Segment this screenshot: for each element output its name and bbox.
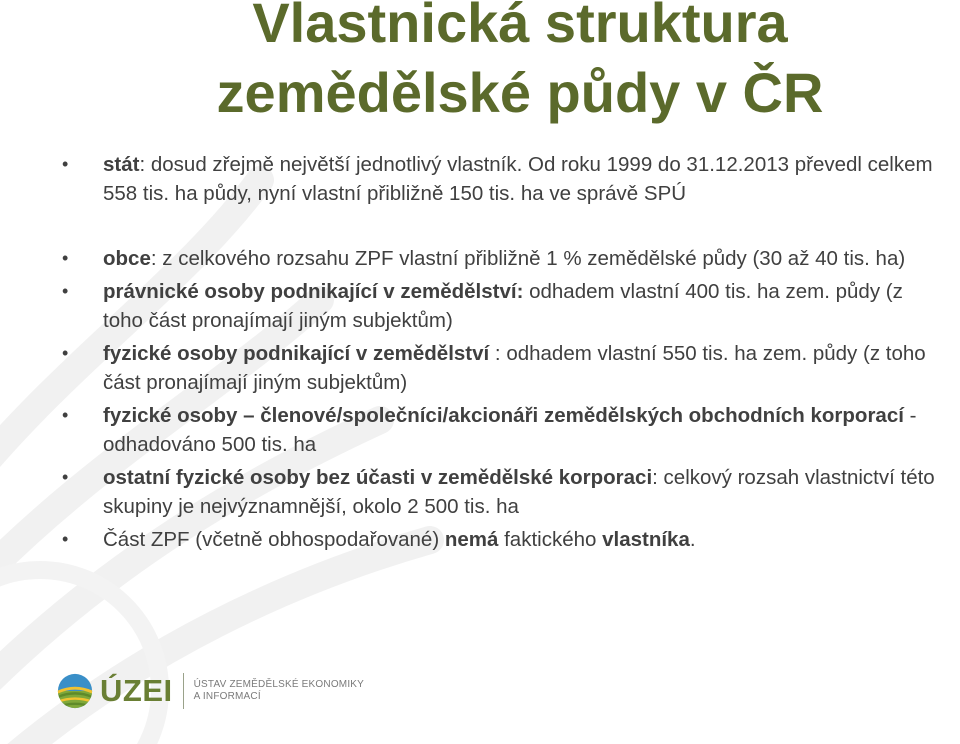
logo-divider [183, 673, 184, 709]
bullet-legal-entities [60, 277, 940, 335]
bullet-list [60, 150, 940, 554]
bullet-municipalities [60, 244, 940, 273]
title-line-2: zemědělské půdy v ČR [216, 61, 824, 124]
bullet-label: fyzické osoby podnikající v zemědělství [103, 342, 490, 365]
bullet-text: faktického [498, 528, 603, 551]
uzei-logo [56, 672, 364, 710]
bullet-text: : z celkového rozsahu ZPF vlastní přibližně 1 % zemědělské půdy (30 až 40 tis. ha) [150, 247, 906, 270]
title-line-1: Vlastnická struktura [252, 0, 788, 54]
bullet-text: : odhadem vlastní 550 tis. ha zem. půdy (z toho část pronajímají jiným subjektům) [103, 342, 926, 394]
slide-title [0, 0, 960, 128]
bullet-state [60, 150, 940, 208]
bullet-label: obce [103, 247, 151, 270]
bullet-text: Část ZPF (včetně obhospodařované) [103, 528, 445, 551]
bullet-text: . [689, 528, 696, 551]
bullet-text: : celkový rozsah vlastnictví této skupiny je nejvýznamnější, okolo 2 500 tis. ha [103, 466, 935, 518]
bullet-no-owner [60, 525, 940, 554]
bullet-label: stát [103, 153, 140, 176]
logo-subtitle-line-1: ÚSTAV ZEMĚDĚLSKÉ EKONOMIKY [193, 679, 365, 690]
bullet-members-shareholders [60, 401, 940, 459]
bullet-text: : dosud zřejmě největší jednotlivý vlastník. Od roku 1999 do 31.12.2013 převedl celkem 558 tis. ha půdy, nyní vlastní přibližně 150 tis. ha ve správě SPÚ [103, 153, 933, 205]
logo-subtitle-line-2: A INFORMACÍ [193, 691, 261, 702]
logo-wordmark: ÚZEI [100, 673, 173, 708]
bullet-label: ostatní fyzické osoby bez účasti v zemědělské korporaci [103, 466, 653, 489]
bullet-label: právnické osoby podnikající v zemědělství: [103, 280, 524, 303]
bullet-emphasis: nemá [444, 528, 499, 551]
bullet-emphasis: vlastníka [602, 528, 690, 551]
bullet-text: - odhadováno 500 tis. ha [103, 404, 917, 456]
bullet-label: fyzické osoby – členové/společníci/akcionáři zemědělských obchodních korporací [103, 404, 904, 427]
bullet-natural-persons-farming [60, 339, 940, 397]
logo-subtitle [194, 679, 364, 703]
bullet-other-natural-persons [60, 463, 940, 521]
bullet-text: odhadem vlastní 400 tis. ha zem. půdy (z toho část pronajímají jiným subjektům) [103, 280, 903, 332]
globe-field-icon [56, 672, 94, 710]
